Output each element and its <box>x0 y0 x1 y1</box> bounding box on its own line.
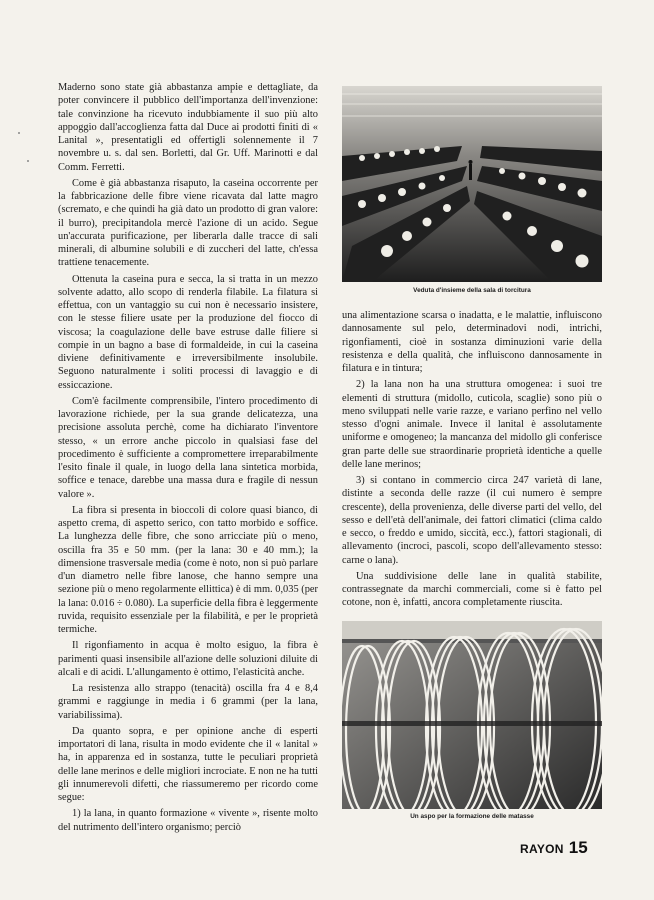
paragraph: La fibra si presenta in bioccoli di colore quasi bianco, di aspetto crema, di aspetto serico, con tatto morbido e soffice. La lunghezza delle fibre, che sono arricciate più o meno, oscilla fra 35 e 50 mm. (per la lana: 30 e 40 mm.); la dimensione trasversale media (come è noto, non si può parlare d'un diametro nelle fibre lanose, che hanno sempre una sezione più o meno regolarmente ellittica) è di mm. 0,035 (per la lana: 0.016 ÷ 0.080). La superficie della fibra è leggermente ruvida, requisito essenziale per la filabilità, e per le proprietà termiche. <box>58 504 318 635</box>
dust-speck <box>27 160 29 162</box>
right-text-column <box>342 309 602 613</box>
paragraph: Com'è facilmente comprensibile, l'intero procedimento di lavorazione richiede, per la sua grande delicatezza, una precisione assoluta perchè, come ha dichiarato l'inventore stesso, « un errore anche piccolo in qualsiasi fase del procedimento è sufficiente a compromettere irreparabilmente l'esito finale il quale, in luogo della lana sintetica morbida, soffice e tenace, darebbe una massa dura e fragile di nessun valore ». <box>58 395 318 500</box>
photo-caption: Un aspo per la formazione delle matasse <box>410 813 534 820</box>
paragraph: La resistenza allo strappo (tenacità) oscilla fra 4 e 8,4 grammi e raggiunge in media i 6 grammi (per la lana, variabilissima). <box>58 683 318 721</box>
paragraph: una alimentazione scarsa o inadatta, e le malattie, influiscono dannosamente sul pelo, determinadovi nodi, intrichi, rigonfiamenti, cioè in sostanza diminuzioni varie della resistenza e della qualità, che influiscono dannosamente in filatura e in tintura; <box>342 310 602 374</box>
magazine-name: RAYON <box>520 842 564 856</box>
photo-caption: Veduta d'insieme della sala di torcitura <box>413 287 531 294</box>
paragraph: Maderno sono state già abbastanza ampie e dettagliate, da poter convincere il pubblico dell'importanza dell'invenzione: tale convinzione ha ricevuto indubbiamente il suo più alto appoggio dall'accoglienza fatta dal Duce ai prodotti finiti di « Lanital », presentatigli ed offertigli solennemente il 7 novembre u. s. dal sen. Borletti, dal Gr. Uff. Marinotti e dal Comm. Ferretti. <box>58 82 318 173</box>
paragraph: Da quanto sopra, e per opinione anche di esperti importatori di lana, risulta in modo evidente che il « lanital » ha, in apparenza ed in sostanza, tutte le peculiari proprietà delle lane merinos e delle migliori incrociate. E non ne ha tutti gli innumerevoli difetti, che riassumeremo per ricordo come segue: <box>58 725 318 803</box>
page-footer <box>520 838 588 858</box>
photo-reel <box>342 621 602 809</box>
paragraph: 3) si contano in commercio circa 247 varietà di lane, distinte a seconda delle razze (il cui numero è sempre crescente), della provenienza, delle diverse parti del vello, del sesso e dell'età dell'animale, dei fattori climatici (clima caldo e secco, o freddo e umido, siccità, ecc.), fattori stagionali, di allevamento (incroci, pascoli, scopo dell'allevamento stesso: carne o lana). <box>342 475 602 566</box>
paragraph: Come è già abbastanza risaputo, la caseina occorrente per la fabbricazione delle fibre viene ricavata dal latte magro (scremato, e che quindi ha già dato un prodotto di gran valore: il burro), precipitandola mercè l'azione di un acido. Segue un'accurata purificazione, per liberarla dalle tracce di sali minerali, di albumine solubili e di zuccheri del latte, ch'essa trattiene tenacemente. <box>58 177 318 269</box>
paragraph: 2) la lana non ha una struttura omogenea: i suoi tre elementi di struttura (midollo, cuticola, scaglie) sono più o meno sviluppati nelle varie razze, e variano perfino nel vello stesso d'ogni animale. Invece il lanital è assolutamente uniforme e omogeneo; la mancanza del midollo gli conferisce gran parte delle sue straordinarie proprietà identiche a quelle delle lane merinos; <box>342 379 602 470</box>
paragraph: Ottenuta la caseina pura e secca, la si tratta in un mezzo solvente adatto, allo scopo di renderla filabile. La filatura si effettua, con un vantaggio su cui non è necessario insistere, con le stesse filiere usate per la produzione del fiocco di viscosa; la coagulazione delle bave estruse dalle filiere si compie in un bagno a base di formaldeide, in cui la caseina diviene definitivamente e irreversibilmente insolubile. Seguono naturalmente i soliti processi di lavaggio e di essiccazione. <box>58 273 318 391</box>
paragraph: Il rigonfiamento in acqua è molto esiguo, la fibra è parimenti quasi insensibile all'azione delle soluzioni diluite di alcali e di acidi. L'allungamento è ottimo, l'elasticità anche. <box>58 640 318 678</box>
page-number: 15 <box>568 838 588 857</box>
dust-speck <box>18 132 20 134</box>
left-text-column <box>58 81 318 837</box>
paragraph: Una suddivisione delle lane in qualità stabilite, contrassegnate da marchi commerciali, come si è fatto pel cotone, non è, infatti, ancora completamente riuscita. <box>342 570 602 609</box>
photo-twisting-room <box>342 86 602 282</box>
paragraph: 1) la lana, in quanto formazione « vivente », risente molto del nutrimento dell'intero organismo; perciò <box>58 808 318 833</box>
